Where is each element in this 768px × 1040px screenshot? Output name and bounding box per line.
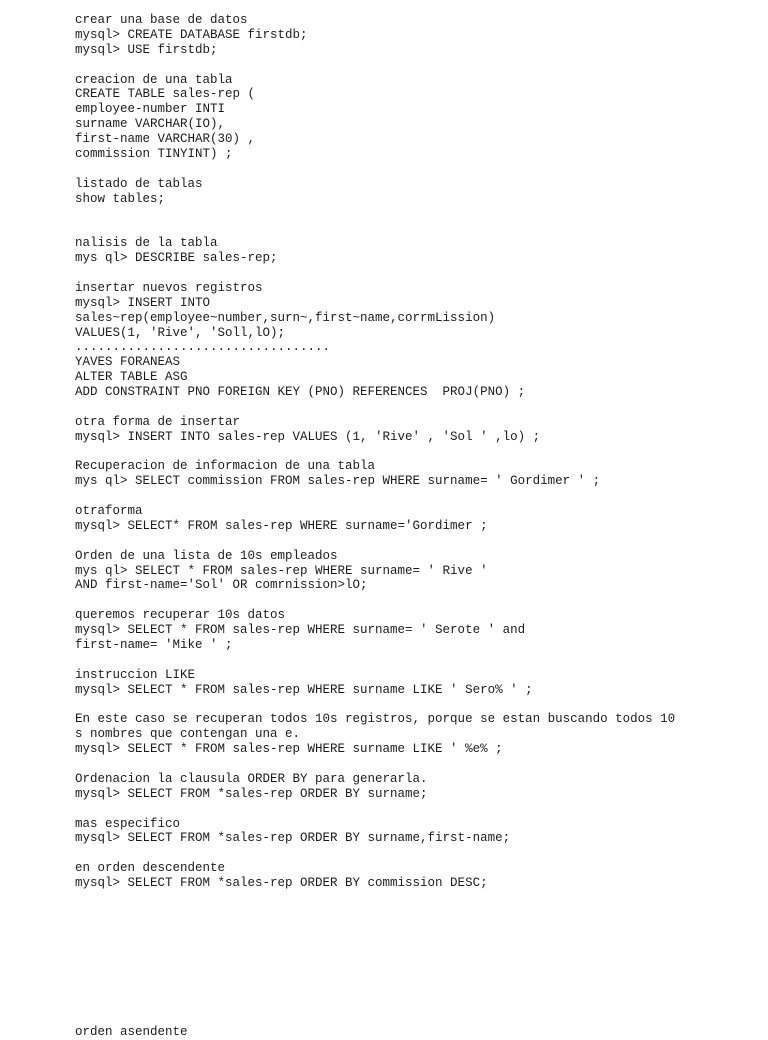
- text-line: instruccion LIKE: [75, 667, 196, 682]
- text-line: mysql> SELECT FROM *sales-rep ORDER BY surname;: [75, 786, 428, 801]
- text-line: mys ql> DESCRIBE sales-rep;: [75, 251, 278, 266]
- text-line: mysql> SELECT * FROM sales-rep WHERE surname LIKE ' Sero% ' ;: [75, 682, 533, 697]
- text-line: mysql> SELECT * FROM sales-rep WHERE surname LIKE ' %e% ;: [75, 742, 503, 757]
- text-line: ALTER TABLE ASG: [75, 370, 188, 385]
- text-line: creacion de una tabla: [75, 72, 233, 87]
- text-line: orden asendente: [75, 1024, 188, 1039]
- text-line: listado de tablas: [75, 176, 203, 191]
- text-line: mysql> SELECT FROM *sales-rep ORDER BY commission DESC;: [75, 876, 488, 890]
- text-line: ..................................: [75, 340, 331, 355]
- text-line: mysql> INSERT INTO: [75, 295, 211, 310]
- text-line: otraforma: [75, 504, 143, 518]
- text-line: mysql> SELECT* FROM sales-rep WHERE surname='Gordimer ;: [75, 518, 488, 533]
- text-line: nalisis de la tabla: [75, 236, 218, 251]
- text-line: YAVES FORANEAS: [75, 355, 181, 370]
- text-line: employee-number INTI: [75, 102, 226, 117]
- text-line: mysql> SELECT * FROM sales-rep WHERE surname= ' Serote ' and: [75, 623, 526, 638]
- text-line: queremos recuperar 10s datos: [75, 608, 286, 623]
- text-line: mysql> INSERT INTO sales-rep VALUES (1, 'Rive' , 'Sol ' ,lo) ;: [75, 429, 541, 444]
- text-line: insertar nuevos registros: [75, 280, 263, 295]
- text-line: mysql> USE firstdb;: [75, 42, 218, 57]
- text-line: s nombres que contengan una e.: [75, 727, 301, 742]
- text-line: mysql> CREATE DATABASE firstdb;: [75, 27, 308, 42]
- text-line: Ordenacion la clausula ORDER BY para generarla.: [75, 771, 428, 786]
- text-line: commission TINYINT) ;: [75, 146, 233, 161]
- text-line: first-name= 'Mike ' ;: [75, 638, 233, 652]
- text-line: first-name VARCHAR(30) ,: [75, 132, 256, 146]
- text-line: CREATE TABLE sales-rep (: [75, 87, 256, 102]
- text-line: crear una base de datos: [75, 13, 248, 27]
- text-line: mas especifico: [75, 816, 181, 831]
- text-line: en orden descendente: [75, 861, 226, 876]
- text-line: VALUES(1, 'Rive', 'Soll,lO);: [75, 325, 286, 340]
- text-line: Orden de una lista de 10s empleados: [75, 548, 338, 563]
- text-line: AND first-name='Sol' OR comrnission>lO;: [75, 578, 368, 593]
- text-line: mys ql> SELECT commission FROM sales-rep WHERE surname= ' Gordimer ' ;: [75, 474, 601, 489]
- text-line: otra forma de insertar: [75, 414, 241, 429]
- text-line: ADD CONSTRAINT PNO FOREIGN KEY (PNO) REFERENCES PROJ(PNO) ;: [75, 385, 526, 399]
- text-line: mys ql> SELECT * FROM sales-rep WHERE surname= ' Rive ': [75, 563, 488, 578]
- text-line: mysql> SELECT FROM *sales-rep ORDER BY surname,first-name;: [75, 831, 511, 846]
- text-line: sales~rep(employee~number,surn~,first~name,corrmLission): [75, 310, 496, 325]
- text-line: show tables;: [75, 191, 166, 206]
- text-line: En este caso se recuperan todos 10s registros, porque se estan buscando todos 10: [75, 712, 676, 727]
- text-line: surname VARCHAR(IO),: [75, 117, 226, 132]
- text-line: Recuperacion de informacion de una tabla: [75, 459, 376, 474]
